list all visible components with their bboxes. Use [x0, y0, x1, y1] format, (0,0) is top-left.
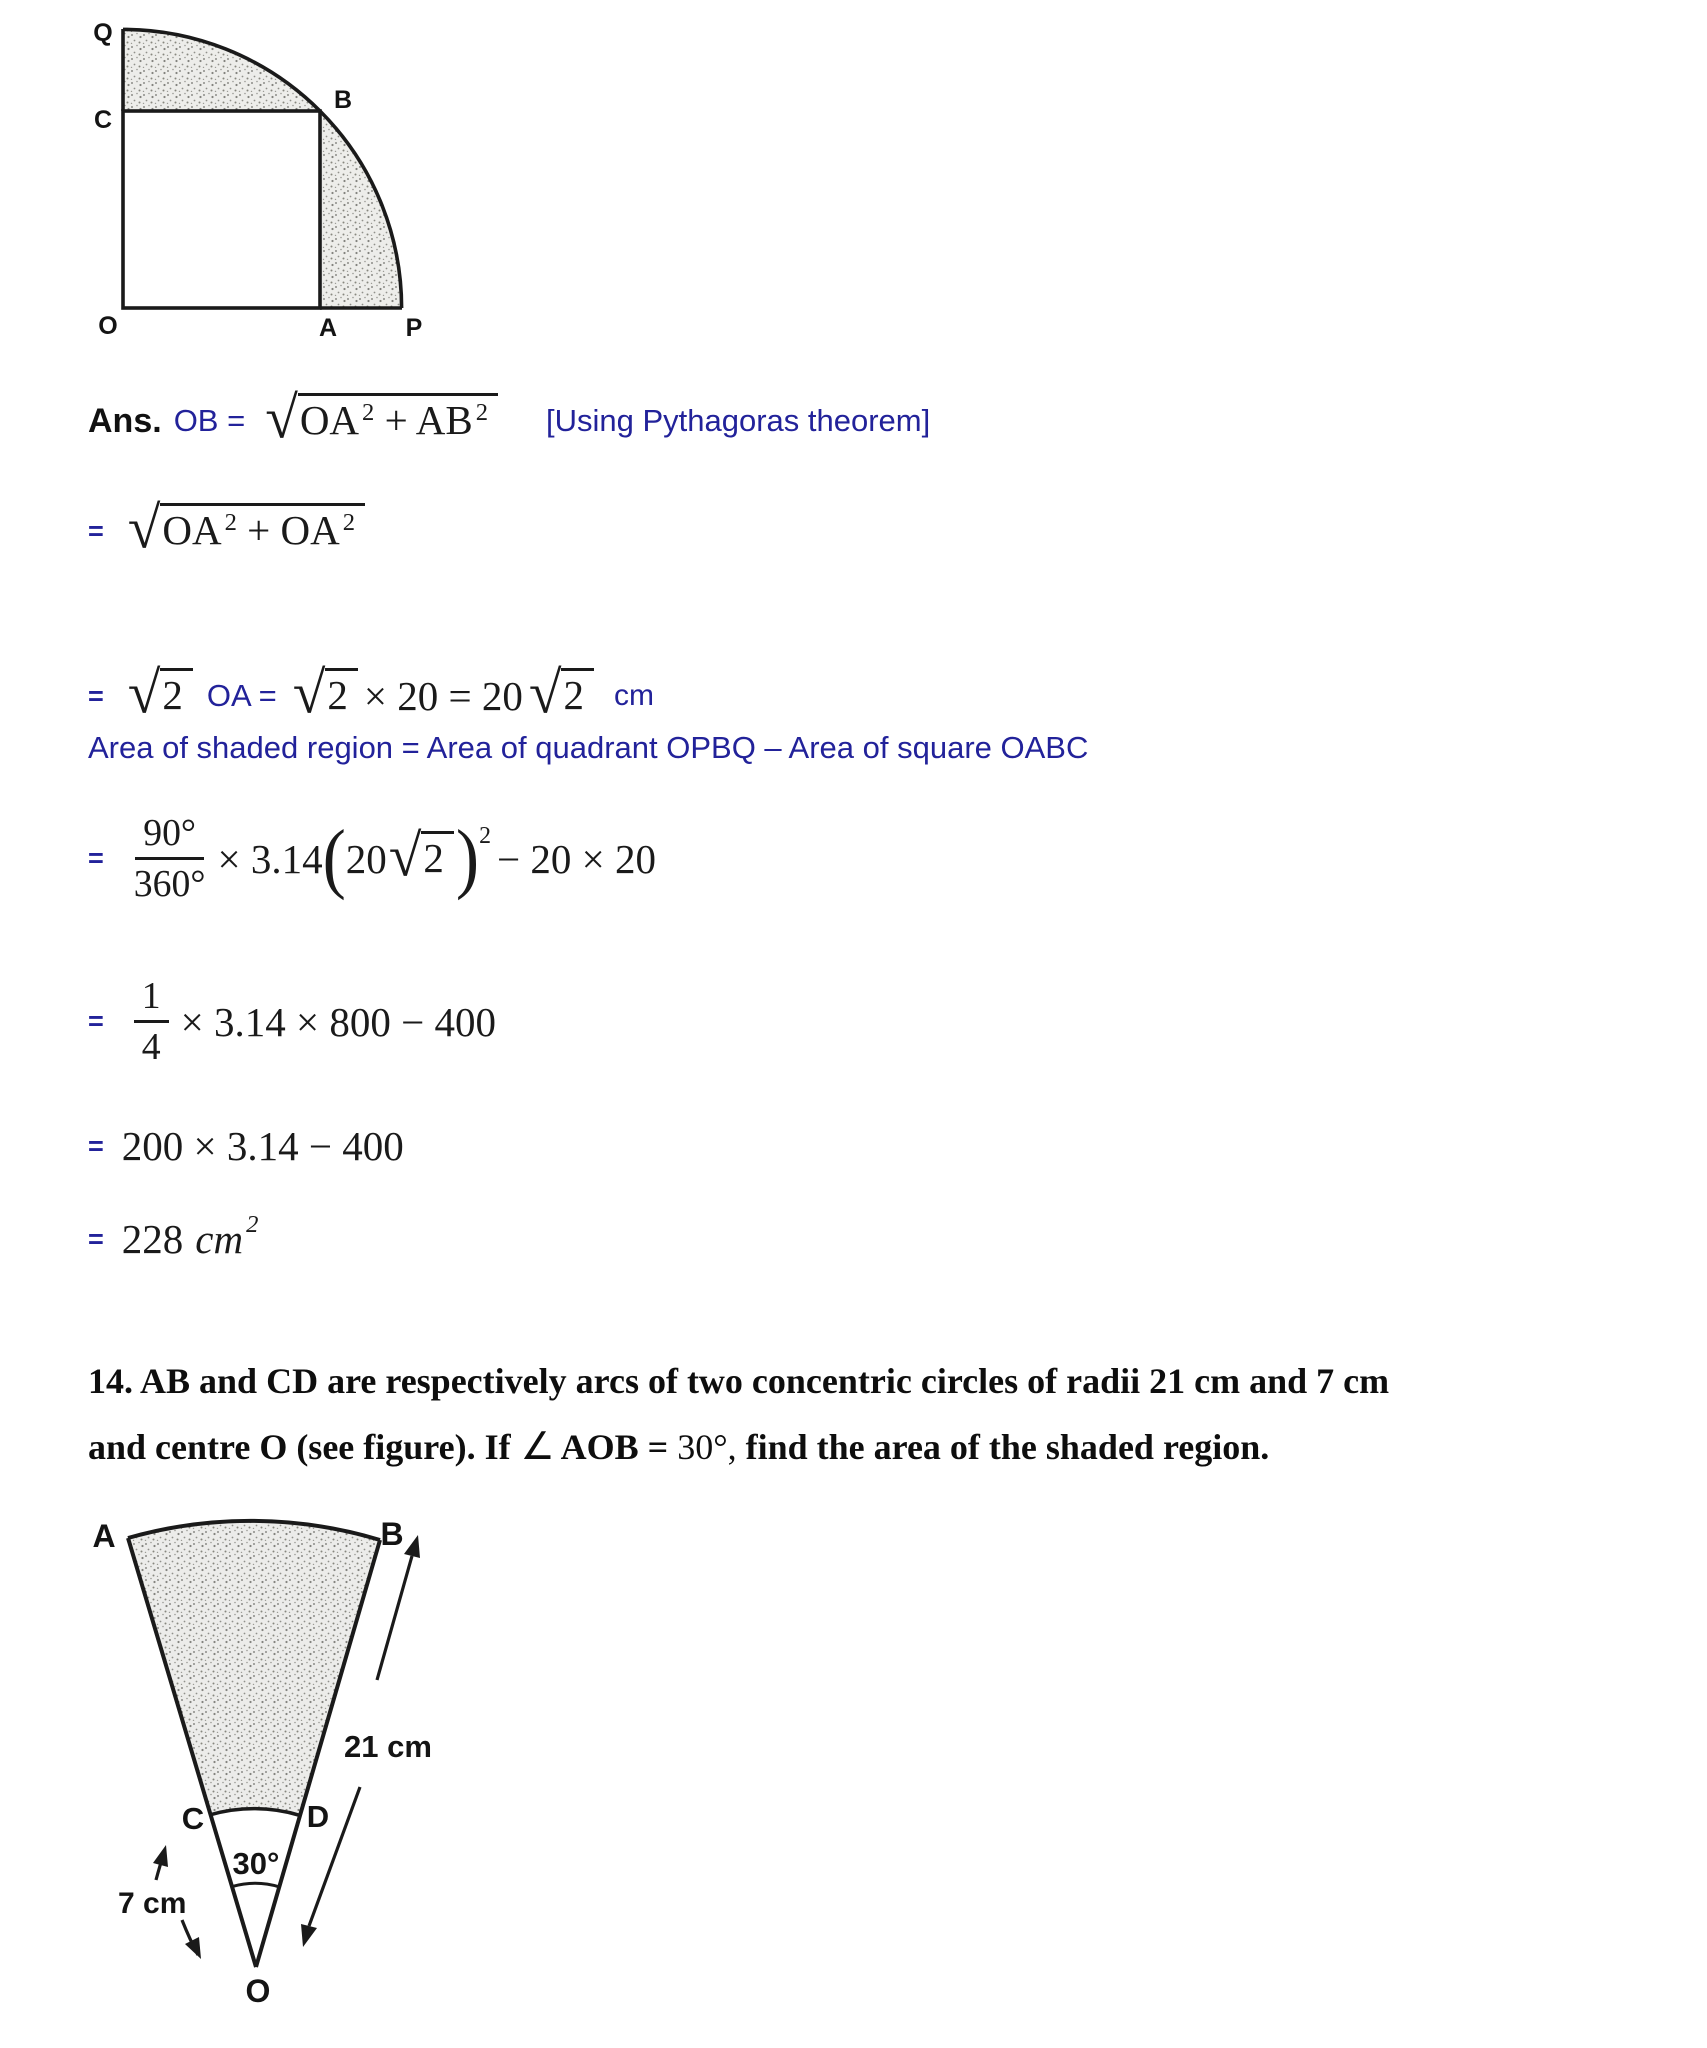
arrowhead-down-icon [301, 1924, 317, 1947]
eq3-radical-1 [127, 659, 193, 726]
equation-line-1 [88, 384, 931, 451]
equation-line-3 [88, 659, 654, 726]
question-14-line-2 [88, 1414, 1668, 1480]
eq2-radicand [160, 503, 365, 554]
eq3-radicand-2: 2 [325, 668, 358, 719]
eq4-text-1: × 3.14 [217, 835, 323, 882]
dimension-line-21cm-upper [377, 1556, 412, 1680]
radical-sign: √ [292, 659, 326, 726]
eq3-radical-3 [528, 659, 594, 726]
radical-sign: √ [528, 659, 562, 726]
equation-line-4 [88, 812, 656, 905]
eq1-radicand [298, 393, 498, 444]
figure-quadrant-square [58, 8, 430, 345]
eq1-op: + [384, 397, 408, 443]
eq7-unit: cm [195, 1216, 244, 1262]
figure2-svg [60, 1505, 500, 2048]
eq7-sup: 2 [246, 1211, 259, 1239]
eq4-radicand: 2 [421, 831, 454, 882]
equation-line-7 [88, 1211, 259, 1263]
radical-sign: √ [127, 659, 161, 726]
figure2-label-a: A [92, 1518, 116, 1554]
close-paren: ) [455, 815, 480, 902]
figure1-svg [58, 8, 430, 340]
arrowhead-up-icon [404, 1535, 420, 1558]
figure2-label-o: O [245, 1973, 271, 2009]
eq1-term2: AB [415, 397, 473, 443]
eq5-numerator: 1 [134, 975, 169, 1023]
radical-sign: √ [388, 821, 422, 888]
question-14-line2-post: find the area of the shaded region. [745, 1427, 1270, 1467]
equals-sign: = [88, 680, 104, 711]
radical-sign: √ [265, 384, 298, 451]
equation-line-5 [88, 975, 496, 1068]
figure2-outer-radius-label: 21 cm [344, 1729, 432, 1764]
eq5-fraction [134, 975, 169, 1068]
eq4-text-2: − 20 × 20 [497, 835, 657, 882]
eq4-inner: 20 [345, 835, 387, 882]
eq5-text: × 3.14 × 800 − 400 [180, 998, 497, 1045]
figure1-label-q: Q [93, 19, 113, 47]
question-14-angle-value: 30°, [677, 1427, 737, 1467]
area-statement: Area of shaded region = Area of quadrant OPBQ – Area of square OABC [88, 730, 1089, 765]
eq3-text: × 20 = 20 [363, 673, 523, 720]
eq4-fraction [134, 812, 206, 905]
arrowhead-down-small-icon [185, 1937, 201, 1959]
equals-sign: = [88, 1006, 104, 1037]
equals-sign: = [88, 1130, 104, 1161]
figure2-label-c: C [181, 1801, 205, 1836]
eq4-numerator: 90° [135, 812, 204, 860]
open-paren: ( [322, 815, 346, 902]
eq2-op: + [247, 507, 271, 553]
eq3-mid: OA = [206, 678, 277, 714]
eq1-sup1: 2 [362, 399, 375, 427]
pythagoras-note: [Using Pythagoras theorem] [545, 403, 931, 439]
arrowhead-up-small-icon [153, 1845, 168, 1867]
figure1-label-c: C [93, 106, 113, 134]
figure2-label-b: B [380, 1516, 404, 1552]
question-14-line2-pre: and centre O (see figure). If [88, 1427, 511, 1467]
angle-icon: ∠ [520, 1426, 555, 1468]
eq5-denominator: 4 [141, 1026, 161, 1069]
eq1-radical [265, 384, 498, 451]
figure2-angle-arc [232, 1883, 279, 1887]
figure1-label-b: B [333, 86, 353, 114]
figure2-inner-radius-label: 7 cm [118, 1887, 187, 1920]
equation-line-6 [88, 1122, 404, 1170]
equals-sign: = [88, 843, 104, 874]
eq3-radicand-3: 2 [561, 668, 594, 719]
eq7-value: 228 [121, 1216, 184, 1262]
equals-sign: = [88, 515, 104, 546]
eq2-term1: OA [162, 507, 222, 553]
figure-sector-concentric-arcs [60, 1505, 500, 2048]
figure1-label-o: O [98, 312, 118, 340]
eq4-radical [388, 821, 454, 888]
answer-label: Ans. [88, 401, 162, 440]
eq1-lhs: OB = [173, 403, 246, 439]
eq1-term1: OA [299, 397, 360, 443]
figure2-label-d: D [306, 1799, 330, 1834]
figure1-label-p: P [405, 314, 423, 340]
eq1-sup2: 2 [475, 399, 488, 427]
eq6-body: 200 × 3.14 − 400 [121, 1123, 404, 1169]
eq2-term2: OA [280, 507, 340, 553]
figure2-angle-label: 30° [232, 1846, 280, 1881]
eq4-denominator: 360° [133, 863, 206, 906]
figure1-label-a: A [318, 314, 338, 340]
eq2-sup2: 2 [342, 509, 356, 537]
eq4-paren-sup: 2 [479, 822, 492, 849]
figure1-square [123, 111, 320, 308]
radical-sign: √ [127, 494, 161, 561]
eq2-sup1: 2 [224, 509, 237, 537]
question-14-line-1: 14. AB and CD are respectively arcs of two concentric circles of radii 21 cm and 7 cm [88, 1361, 1390, 1401]
equals-sign: = [88, 1223, 104, 1254]
eq3-radicand-1: 2 [160, 668, 193, 719]
eq3-unit: cm [613, 679, 654, 713]
question-14 [88, 1348, 1668, 1480]
eq3-radical-2 [292, 659, 358, 726]
equation-line-2 [88, 494, 371, 561]
figure1-shaded-region [123, 29, 402, 308]
question-14-angle-name: AOB = [560, 1427, 669, 1467]
eq2-radical [127, 494, 365, 561]
